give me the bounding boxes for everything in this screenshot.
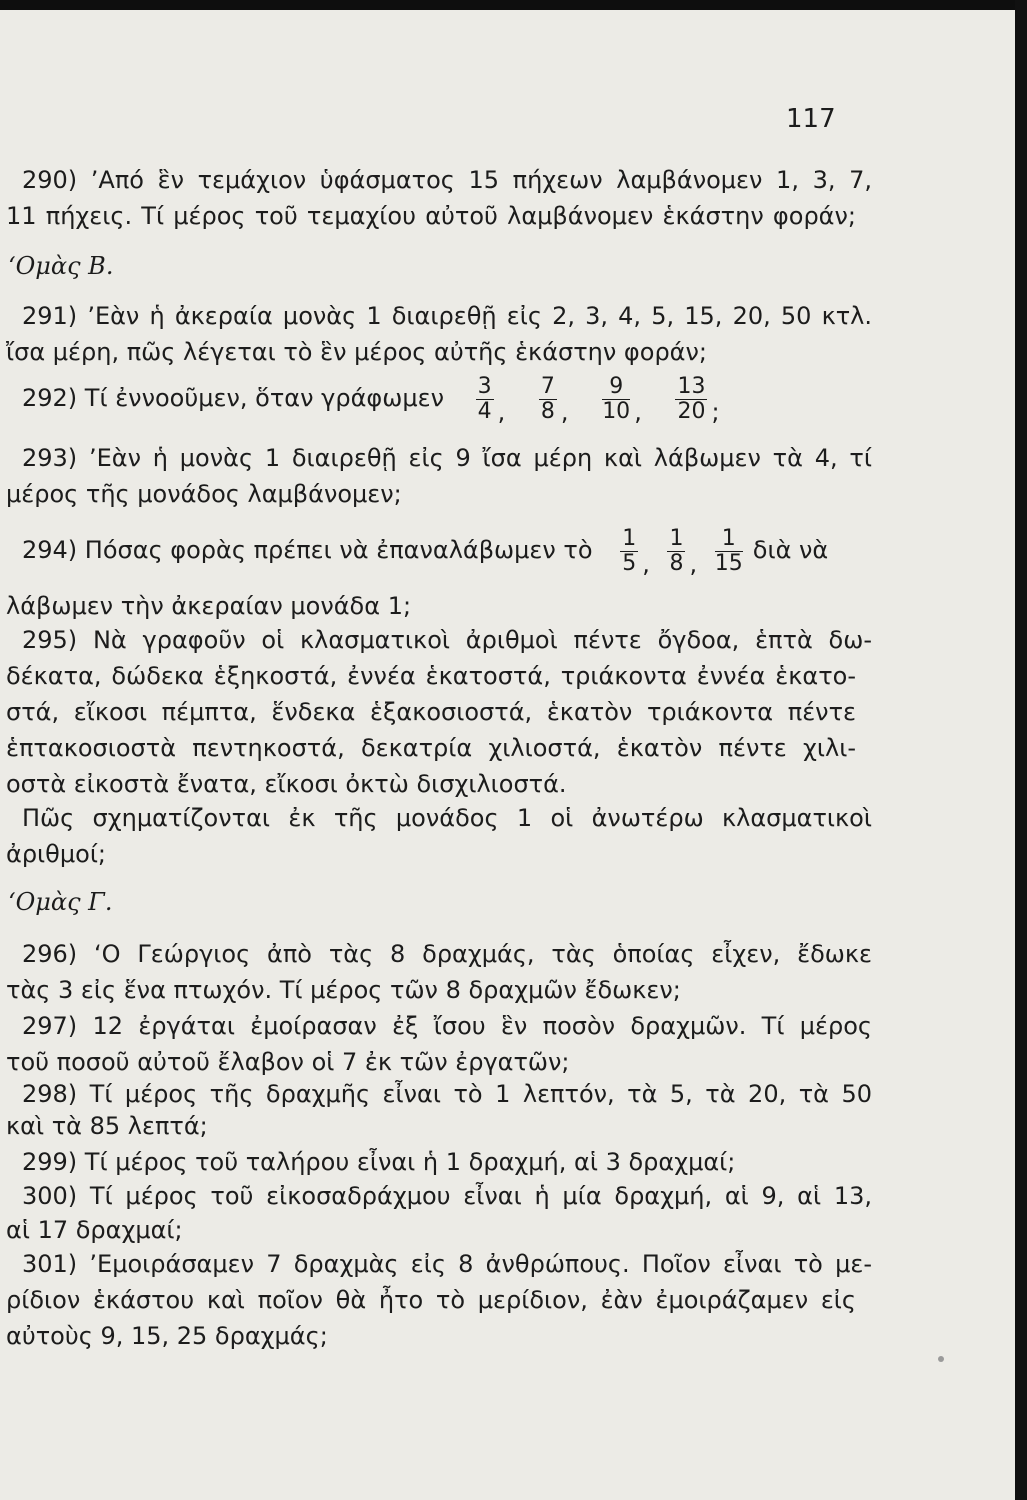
exercise-292: 292) Τί ἐννοοῦμεν, ὅταν γράφωμεν $\frac{3}{4}$ , $\frac{7}{8}$ , $\frac{9}{10}$ , $\frac{13}{20}$ ; xyxy=(22,373,720,426)
page-number: 117 xyxy=(786,104,836,134)
exercise-295-line-6: Πῶς σχηματίζονται ἐκ τῆς μονάδος 1 οἱ ἀνωτέρω κλασματικοὶ xyxy=(22,804,872,832)
fraction-1-15: $\frac{1}{15}$ xyxy=(714,525,743,576)
exercise-294-after: διὰ νὰ xyxy=(752,536,829,564)
fraction-7-8: $\frac{7}{8}$ xyxy=(540,373,555,424)
exercise-290-line-1: 290) ’Από ἓν τεμάχιον ὑφάσματος 15 πήχεων λαμβάνομεν 1, 3, 7, xyxy=(22,166,872,194)
fraction-9-10: $\frac{9}{10}$ xyxy=(602,373,631,424)
scan-right-edge xyxy=(1015,0,1027,1500)
exercise-301-line-2: ρίδιον ἑκάστου καὶ ποῖον θὰ ἦτο τὸ μερίδιον, ἐὰν ἐμοιράζαμεν εἰς xyxy=(6,1286,856,1314)
exercise-293-line-1: 293) ’Εὰν ἡ μονὰς 1 διαιρεθῇ εἰς 9 ἴσα μέρη καὶ λάβωμεν τὰ 4, τί xyxy=(22,444,872,472)
exercise-291-line-2: ἴσα μέρη, πῶς λέγεται τὸ ἓν μέρος αὐτῆς ἑκάστην φοράν; xyxy=(6,338,707,366)
exercise-296-line-2: τὰς 3 εἰς ἕνα πτωχόν. Τί μέρος τῶν 8 δραχμῶν ἔδωκεν; xyxy=(6,976,681,1004)
exercise-298-line-1: 298) Τί μέρος τῆς δραχμῆς εἶναι τὸ 1 λεπτόν, τὰ 5, τὰ 20, τὰ 50 xyxy=(22,1080,872,1108)
exercise-297-line-2: τοῦ ποσοῦ αὐτοῦ ἔλαβον οἱ 7 ἐκ τῶν ἐργατῶν; xyxy=(6,1048,570,1076)
exercise-300-line-1: 300) Τί μέρος τοῦ εἰκοσαδράχμου εἶναι ἡ μία δραχμή, αἱ 9, αἱ 13, xyxy=(22,1182,872,1210)
exercise-296-line-1: 296) ‘Ο Γεώργιος ἀπὸ τὰς 8 δραχμάς, τὰς ὁποίας εἶχεν, ἔδωκε xyxy=(22,940,872,968)
exercise-295-line-4: ἑπτακοσιοστὰ πεντηκοστά, δεκατρία χιλιοστά, ἑκατὸν πέντε χιλι- xyxy=(6,734,856,762)
exercise-301-line-1: 301) ’Εμοιράσαμεν 7 δραχμὰς εἰς 8 ἀνθρώπους. Ποῖον εἶναι τὸ με- xyxy=(22,1250,872,1278)
exercise-294-line-2: λάβωμεν τὴν ἀκεραίαν μονάδα 1; xyxy=(6,592,412,620)
exercise-293-line-2: μέρος τῆς μονάδος λαμβάνομεν; xyxy=(6,480,402,508)
scan-top-edge xyxy=(0,0,1027,10)
exercise-299-line-1: 299) Τί μέρος τοῦ ταλήρου εἶναι ἡ 1 δραχμή, αἱ 3 δραχμαί; xyxy=(22,1148,736,1176)
exercise-295-line-1: 295) Νὰ γραφοῦν οἱ κλασματικοὶ ἀριθμοὶ πέντε ὄγδοα, ἑπτὰ δω- xyxy=(22,626,872,654)
exercise-294-text: 294) Πόσας φορὰς πρέπει νὰ ἐπαναλάβωμεν τὸ xyxy=(22,536,593,564)
exercise-301-line-3: αὐτοὺς 9, 15, 25 δραχμάς; xyxy=(6,1322,328,1350)
fraction-1-8: $\frac{1}{8}$ xyxy=(669,525,684,576)
exercise-294: 294) Πόσας φορὰς πρέπει νὰ ἐπαναλάβωμεν τὸ $\frac{1}{5}$ , $\frac{1}{8}$ , $\frac{1}{15}$ διὰ νὰ xyxy=(22,525,829,578)
fraction-13-20: $\frac{13}{20}$ xyxy=(677,373,706,424)
fraction-1-5: $\frac{1}{5}$ xyxy=(622,525,637,576)
group-b-heading: ‘Ομὰς Β. xyxy=(8,252,114,280)
exercise-297-line-1: 297) 12 ἐργάται ἐμοίρασαν ἐξ ἴσου ἓν ποσὸν δραχμῶν. Τί μέρος xyxy=(22,1012,872,1040)
exercise-291-line-1: 291) ’Εὰν ἡ ἀκεραία μονὰς 1 διαιρεθῇ εἰς 2, 3, 4, 5, 15, 20, 50 κτλ. xyxy=(22,302,872,330)
exercise-290-line-2: 11 πήχεις. Τί μέρος τοῦ τεμαχίου αὐτοῦ λαμβάνομεν ἑκάστην φοράν; xyxy=(6,202,856,230)
fraction-3-4: $\frac{3}{4}$ xyxy=(477,373,492,424)
exercise-295-line-2: δέκατα, δώδεκα ἑξηκοστά, ἐννέα ἑκατοστά, τριάκοντα ἐννέα ἑκατο- xyxy=(6,662,856,690)
exercise-295-line-3: στά, εἴκοσι πέμπτα, ἕνδεκα ἑξακοσιοστά, ἑκατὸν τριάκοντα πέντε xyxy=(6,698,856,726)
exercise-295-line-5: οστὰ εἰκοστὰ ἔνατα, εἴκοσι ὀκτὼ δισχιλιοστά. xyxy=(6,770,567,798)
exercise-295-line-7: ἀριθμοί; xyxy=(6,840,107,868)
group-c-heading: ‘Ομὰς Γ. xyxy=(8,888,113,916)
scan-speck xyxy=(938,1356,944,1362)
exercise-292-text: 292) Τί ἐννοοῦμεν, ὅταν γράφωμεν xyxy=(22,384,444,412)
exercise-300-line-2: αἱ 17 δραχμαί; xyxy=(6,1216,183,1244)
exercise-298-line-2: καὶ τὰ 85 λεπτά; xyxy=(6,1112,208,1140)
